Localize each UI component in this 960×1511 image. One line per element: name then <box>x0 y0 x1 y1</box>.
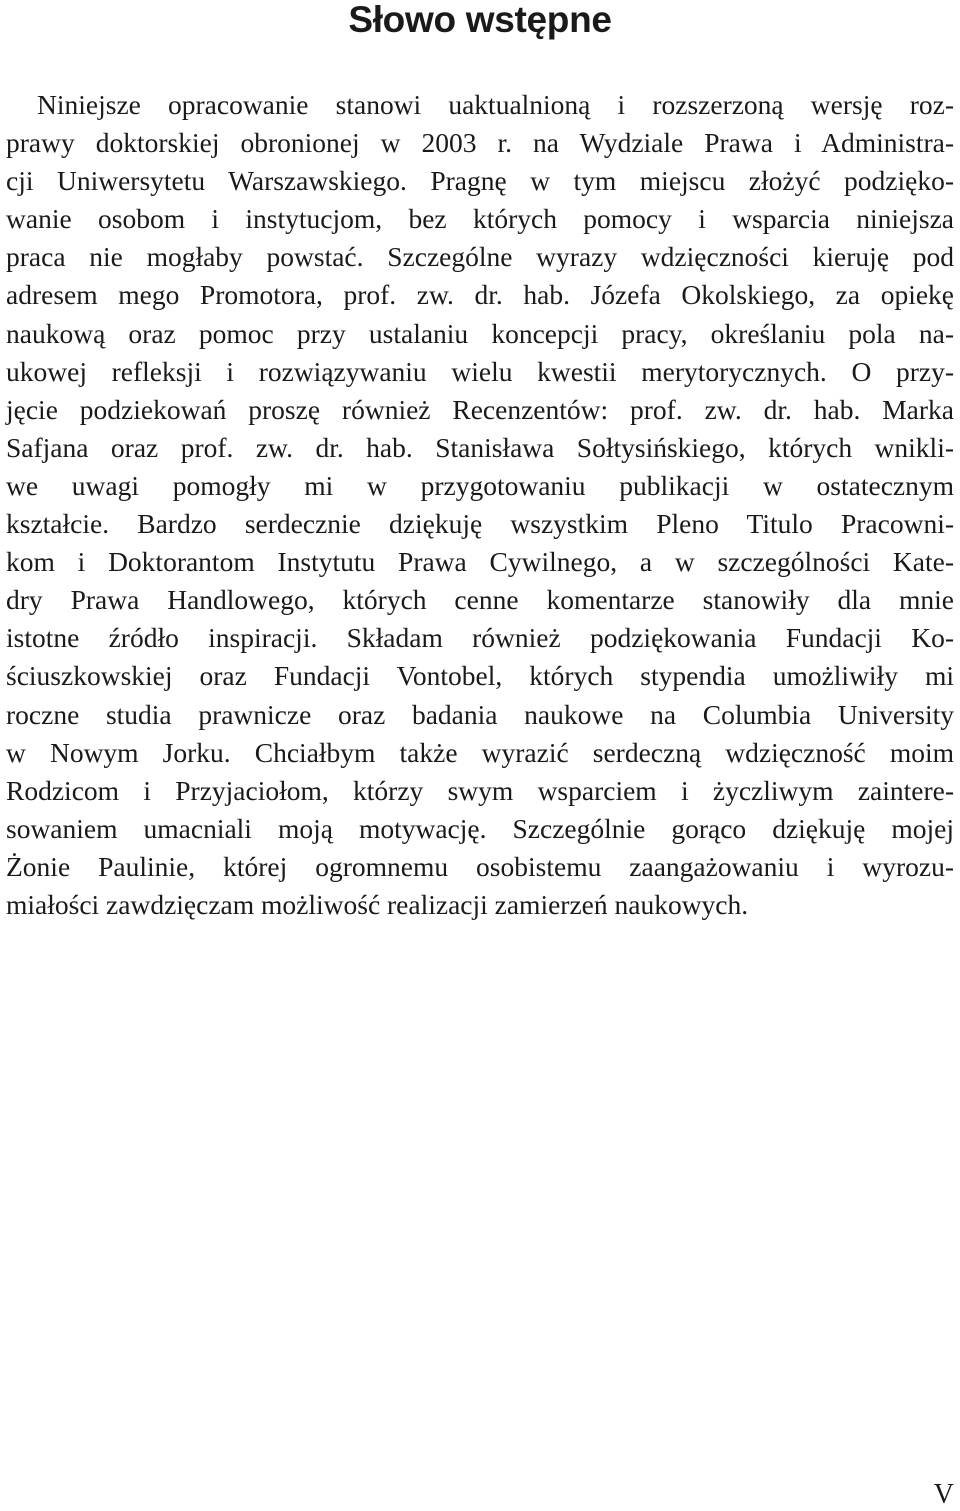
paragraph-line: kształcie. Bardzo serdecznie dziękuję wszystkim Pleno Titulo Pracowni- <box>6 508 954 540</box>
paragraph-line: Rodzicom i Przyjaciołom, którzy swym wsparciem i życzliwym zaintere- <box>6 774 954 806</box>
paragraph-line: we uwagi pomogły mi w przygotowaniu publikacji w ostatecznym <box>6 469 954 501</box>
paragraph-line: kom i Doktorantom Instytutu Prawa Cywilnego, a w szczególności Kate- <box>6 546 954 578</box>
paragraph-line: ukowej refleksji i rozwiązywaniu wielu kwestii merytorycznych. O przy- <box>6 355 954 387</box>
paragraph-line: ściuszkowskiej oraz Fundacji Vontobel, których stypendia umożliwiły mi <box>6 660 954 692</box>
paragraph-line: naukową oraz pomoc przy ustalaniu koncepcji pracy, określaniu pola na- <box>6 317 954 349</box>
paragraph-line: sowaniem umacniali moją motywację. Szczególnie gorąco dziękuję mojej <box>6 812 954 844</box>
paragraph-line: wanie osobom i instytucjom, bez których pomocy i wsparcia niniejsza <box>6 203 954 235</box>
paragraph-line: istotne źródło inspiracji. Składam również podziękowania Fundacji Ko- <box>6 622 954 654</box>
page-title: Słowo wstępne <box>348 0 612 40</box>
paragraph-line: jęcie podziekowań proszę również Recenzentów: prof. zw. dr. hab. Marka <box>6 393 954 425</box>
paragraph-line: prawy doktorskiej obronionej w 2003 r. na Wydziale Prawa i Administra- <box>6 127 954 159</box>
paragraph-line: w Nowym Jorku. Chciałbym także wyrazić serdeczną wdzięczność moim <box>6 736 954 768</box>
paragraph-line: roczne studia prawnicze oraz badania naukowe na Columbia University <box>6 698 954 730</box>
paragraph-line: adresem mego Promotora, prof. zw. dr. hab. Józefa Okolskiego, za opiekę <box>6 279 954 311</box>
paragraph-line: miałości zawdzięczam możliwość realizacji zamierzeń naukowych. <box>6 888 749 920</box>
paragraph-line: cji Uniwersytetu Warszawskiego. Pragnę w tym miejscu złożyć podzięko- <box>6 165 954 197</box>
paragraph-line: praca nie mogłaby powstać. Szczególne wyrazy wdzięczności kieruję pod <box>6 241 954 273</box>
paragraph-line: dry Prawa Handlowego, których cenne komentarze stanowiły dla mnie <box>6 584 954 616</box>
paragraph-line: Niniejsze opracowanie stanowi uaktualnioną i rozszerzoną wersję roz- <box>37 89 954 120</box>
preface-paragraph <box>6 86 954 924</box>
paragraph-line: Safjana oraz prof. zw. dr. hab. Stanisława Sołtysińskiego, których wnikli- <box>6 431 954 463</box>
paragraph-line: Żonie Paulinie, której ogromnemu osobistemu zaangażowaniu i wyrozu- <box>6 850 954 882</box>
page-number: V <box>933 1479 954 1510</box>
